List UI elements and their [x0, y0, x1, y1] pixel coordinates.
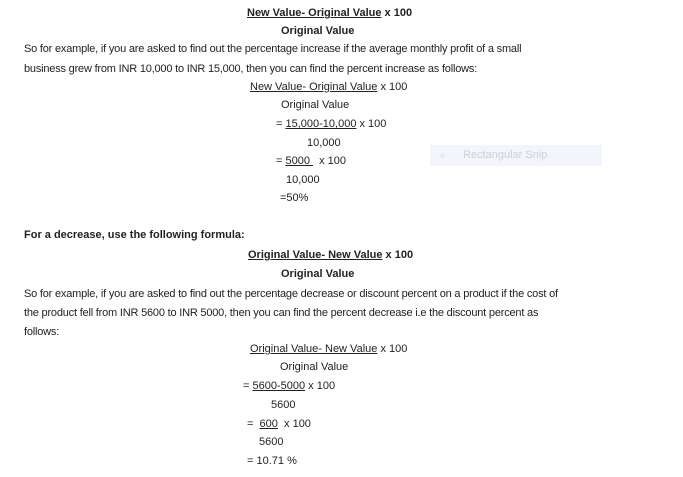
increase-step2-denominator: 10,000	[286, 174, 320, 186]
decrease-step2-denominator: 5600	[259, 436, 284, 448]
equals: =	[247, 418, 260, 430]
increase-step2	[276, 154, 346, 168]
numerator-text: 15,000-10,000	[285, 118, 357, 130]
multiplier: x 100	[356, 118, 387, 130]
decrease-example-numerator	[250, 342, 407, 356]
numerator-text: 5600-5000	[252, 380, 306, 392]
bullet-icon	[440, 153, 445, 158]
decrease-step1	[243, 379, 335, 393]
decrease-paragraph-line: the product fell from INR 5600 to INR 5000, then you can find the percent decrease i.e the discount percent as	[24, 307, 539, 319]
increase-result: =50%	[280, 192, 309, 204]
multiplier: x 100	[377, 343, 408, 355]
numerator-text: New Value- Original Value	[247, 7, 382, 19]
increase-paragraph-line: So for example, if you are asked to find out the percentage increase if the average monthly profit of a small	[24, 43, 522, 55]
rectangular-snip-watermark	[430, 145, 602, 166]
multiplier: x 100	[382, 249, 414, 261]
increase-example-numerator	[250, 80, 407, 94]
decrease-formula-numerator	[248, 248, 413, 262]
equals: =	[276, 155, 286, 167]
increase-step1	[276, 117, 386, 131]
equals: =	[276, 118, 286, 130]
decrease-step1-denominator: 5600	[271, 399, 296, 411]
decrease-example-denominator: Original Value	[280, 361, 349, 373]
decrease-paragraph-line: So for example, if you are asked to find out the percentage decrease or discount percent on a product if the cost of	[24, 288, 558, 300]
increase-example-denominator: Original Value	[281, 99, 350, 111]
watermark-text: Rectangular Snip	[463, 149, 548, 161]
decrease-formula-denominator: Original Value	[281, 268, 355, 280]
multiplier: x 100	[305, 380, 336, 392]
numerator-text: 600	[259, 418, 278, 430]
equals: =	[243, 380, 253, 392]
multiplier: x 100	[377, 81, 408, 93]
decrease-paragraph-line: follows:	[24, 326, 60, 338]
increase-formula-denominator: Original Value	[281, 25, 355, 37]
decrease-heading: For a decrease, use the following formula:	[24, 229, 245, 241]
multiplier: x 100	[277, 418, 311, 430]
increase-step1-denominator: 10,000	[307, 137, 341, 149]
multiplier: x 100	[381, 7, 413, 19]
numerator-text: New Value- Original Value	[250, 81, 378, 93]
multiplier: x 100	[313, 155, 347, 167]
increase-paragraph-line: business grew from INR 10,000 to INR 15,000, then you can find the percent increase as follows:	[24, 63, 478, 75]
numerator-text: 5000	[285, 155, 314, 167]
increase-formula-numerator	[247, 6, 412, 20]
numerator-text: Original Value- New Value	[248, 249, 383, 261]
numerator-text: Original Value- New Value	[250, 343, 378, 355]
decrease-step2	[247, 417, 311, 431]
decrease-result: = 10.71 %	[247, 455, 297, 467]
